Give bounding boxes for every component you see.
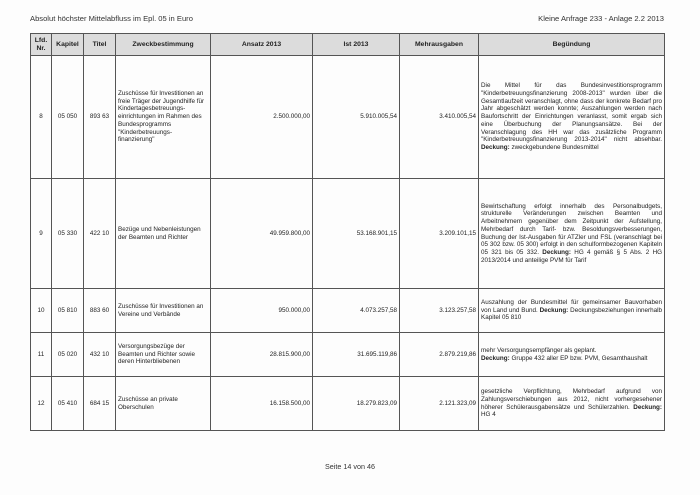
cell-ist: 4.073.257,58 [313,289,400,333]
col-mehr-header: Mehrausgaben [400,34,479,56]
cell-kapitel: 05 810 [52,289,84,333]
cell-begruendung: Auszahlung der Bundesmittel für gemeinsamer Bauvorhaben von Land und Bund. Deckung: Deckungsbeziehungen innerhalb Kapitel 05 810 [479,289,665,333]
cell-ist: 31.695.119,86 [313,333,400,377]
cell-ansatz: 2.500.000,00 [211,56,313,179]
cell-kapitel: 05 020 [52,333,84,377]
page-number: Seite 14 von 46 [325,462,375,471]
cell-mehr: 2.879.219,86 [400,333,479,377]
cell-kapitel: 05 330 [52,179,84,289]
cell-ansatz: 28.815.900,00 [211,333,313,377]
cell-zweck: Zuschüsse für Investitionen an freie Träger der Jugendhilfe für Kindertagesbetreuungs-einrichtungen im Rahmen des Bundesprogramms "Kinderbetreuungs-finanzierung" [116,56,211,179]
cell-titel: 422 10 [84,179,116,289]
cell-zweck: Zuschüsse für Investitionen an Vereine und Verbände [116,289,211,333]
cell-mehr: 3.123.257,58 [400,289,479,333]
cell-begruendung: gesetzliche Verpflichtung, Mehrbedarf aufgrund von Zahlungsverschiebungen aus 2012, nicht vorhergesehener höherer Schülerausgabensätze und Schülerzahlen. Deckung: HG 4 [479,377,665,431]
table-header-row [31,34,665,56]
cell-zweck: Zuschüsse an private Oberschulen [116,377,211,431]
col-ist-header: Ist 2013 [313,34,400,56]
cell-lfd: 9 [31,179,52,289]
cell-lfd: 11 [31,333,52,377]
cell-ansatz: 49.959.800,00 [211,179,313,289]
cell-lfd: 10 [31,289,52,333]
cell-titel: 883 60 [84,289,116,333]
cell-titel: 893 63 [84,56,116,179]
cell-ansatz: 950.000,00 [211,289,313,333]
table-row [31,377,665,431]
table-row [31,289,665,333]
budget-table [30,33,665,431]
cell-ist: 53.168.901,15 [313,179,400,289]
col-lfd-header: Lfd. Nr. [31,34,52,56]
cell-begruendung: mehr Versorgungsempfänger als geplant. Deckung: Gruppe 432 aller EP bzw. PVM, Gesamthaushalt [479,333,665,377]
cell-zweck: Bezüge und Nebenleistungen der Beamten und Richter [116,179,211,289]
header-reference: Kleine Anfrage 233 - Anlage 2.2 2013 [538,14,664,23]
cell-ist: 5.910.005,54 [313,56,400,179]
cell-titel: 684 15 [84,377,116,431]
cell-mehr: 3.410.005,54 [400,56,479,179]
cell-ansatz: 16.158.500,00 [211,377,313,431]
col-titel-header: Titel [84,34,116,56]
cell-mehr: 2.121.323,09 [400,377,479,431]
cell-begruendung: Bewirtschaftung erfolgt innerhalb des Personalbudgets, strukturelle Veränderungen zwischen Beamten und Arbeitnehmern gegenüber dem Zeitpunkt der Aufstellung, Mehrbedarf durch Tarif- bzw. Besoldungsverbesserungen, Buchung der Ist-Ausgaben für ATZler und FSL (veranschlagt bei 05 302 bzw. 05 300) erfolgt in den schulformbezogenen Kapiteln 05 321 bis 05 332. Deckung: HG 4 gemäß § 5 Abs. 2 HG 2013/2014 und anteilige PVM für Tarif [479,179,665,289]
col-zweck-header: Zweckbestimmung [116,34,211,56]
header-title: Absolut höchster Mittelabfluss im Epl. 05 in Euro [30,14,193,23]
col-kapitel-header: Kapitel [52,34,84,56]
cell-kapitel: 05 410 [52,377,84,431]
cell-lfd: 8 [31,56,52,179]
cell-zweck: Versorgungsbezüge der Beamten und Richter sowie deren Hinterbliebenen [116,333,211,377]
table-row [31,56,665,179]
cell-titel: 432 10 [84,333,116,377]
table-row [31,333,665,377]
cell-kapitel: 05 050 [52,56,84,179]
cell-lfd: 12 [31,377,52,431]
table-row [31,179,665,289]
col-ansatz-header: Ansatz 2013 [211,34,313,56]
col-begr-header: Begündung [479,34,665,56]
cell-mehr: 3.209.101,15 [400,179,479,289]
cell-ist: 18.279.823,09 [313,377,400,431]
cell-begruendung: Die Mittel für das Bundesinvestitionsprogramm "Kinderbetreuungsfinanzierung 2008-2013" wurden über die Gesamtlaufzeit veranschlagt, ohne dass der konkrete Bedarf pro Jahr abgeschätzt werden konnte; Auszahlungen werden nach Baufortschritt der Einrichtungen veranlasst, somit ergab sich eine Überbuchung der Planungsansätze. Bei der Veranschlagung des HH war das zusätzliche Programm "Kinderbetreuungsfinanzierung 2013-2014" nicht absehbar. Deckung: zweckgebundene Bundesmittel [479,56,665,179]
